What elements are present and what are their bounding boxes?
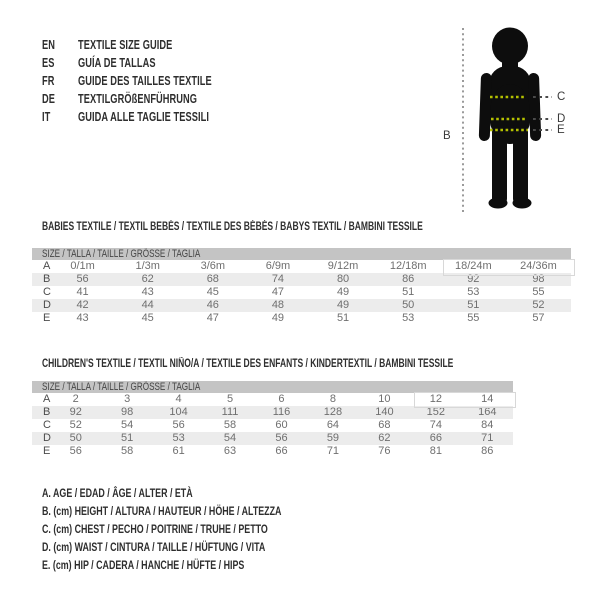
- size-cell: 56: [76, 273, 89, 285]
- child-silhouette: [479, 28, 542, 209]
- size-cell: 43: [141, 286, 154, 298]
- size-cell: 164: [478, 406, 497, 418]
- babies-table-body: [32, 260, 571, 325]
- language-row: [42, 54, 259, 72]
- figure-label-height: B: [443, 130, 451, 142]
- size-cell: 45: [206, 286, 219, 298]
- size-cell: 12/18m: [389, 260, 427, 272]
- size-cell: 59: [326, 432, 340, 444]
- row-label: E: [43, 445, 51, 457]
- language-code: IT: [42, 110, 51, 124]
- language-row: [42, 36, 259, 54]
- size-cell: 62: [378, 432, 391, 444]
- size-cell: 56: [69, 445, 82, 457]
- legend-row-text: C. (cm) CHEST / PECHO / POITRINE / TRUHE / PETTO: [42, 522, 268, 536]
- size-cell: 74: [429, 419, 442, 431]
- babies-table-header-text: SIZE / TALLA / TAILLE / GRÖSSE / TAGLIA: [42, 248, 201, 260]
- table-row-D: [32, 432, 513, 445]
- language-code: ES: [42, 56, 55, 70]
- legend-row-text: A. AGE / EDAD / ÂGE / ALTER / ETÀ: [42, 486, 193, 500]
- size-cell: 14: [481, 393, 494, 405]
- table-row-B: [32, 406, 513, 419]
- size-cell: 116: [272, 406, 291, 418]
- size-cell: 51: [121, 432, 134, 444]
- children-table-body: [32, 393, 513, 458]
- child-silhouette-graphic: [440, 10, 600, 220]
- size-cell: 45: [141, 312, 154, 324]
- size-cell: 52: [69, 419, 82, 431]
- legend-row: [42, 520, 366, 538]
- language-title: TEXTILE SIZE GUIDE: [78, 38, 173, 52]
- size-cell: 86: [402, 273, 415, 285]
- size-cell: 54: [121, 419, 134, 431]
- size-cell: 12: [429, 393, 442, 405]
- size-cell: 140: [375, 406, 394, 418]
- size-cell: 6: [278, 393, 285, 405]
- size-cell: 71: [481, 432, 494, 444]
- size-cell: 43: [76, 312, 89, 324]
- row-label: B: [43, 406, 51, 418]
- size-cell: 84: [481, 419, 494, 431]
- size-cell: 50: [69, 432, 82, 444]
- language-title: GUÍA DE TALLAS: [78, 56, 156, 70]
- language-title: GUIDA ALLE TAGLIE TESSILI: [78, 110, 210, 124]
- size-cell: 51: [402, 286, 415, 298]
- language-row: [42, 90, 259, 108]
- size-cell: 2: [72, 393, 79, 405]
- size-cell: 56: [172, 419, 185, 431]
- size-cell: 10: [378, 393, 391, 405]
- size-cell: 51: [467, 299, 480, 311]
- size-cell: 0/1m: [70, 260, 95, 272]
- babies-section-title: [42, 221, 557, 234]
- language-title: TEXTILGRÖßENFÜHRUNG: [78, 92, 198, 106]
- size-cell: 66: [429, 432, 442, 444]
- size-cell: 98: [532, 273, 545, 285]
- size-cell: 46: [206, 299, 219, 311]
- size-cell: 9/12m: [327, 260, 359, 272]
- size-cell: 92: [69, 406, 82, 418]
- size-cell: 66: [275, 445, 288, 457]
- size-cell: 47: [271, 286, 285, 298]
- legend-row-text: E. (cm) HIP / CADERA / HANCHE / HÜFTE / HIPS: [42, 558, 245, 572]
- size-cell: 48: [271, 299, 285, 311]
- table-row-C: [32, 419, 513, 432]
- babies-table-header: [32, 248, 571, 260]
- size-cell: 60: [275, 419, 288, 431]
- size-cell: 50: [402, 299, 415, 311]
- size-cell: 62: [141, 273, 154, 285]
- table-row-B: [32, 273, 571, 286]
- size-cell: 47: [206, 312, 219, 324]
- size-cell: 74: [271, 273, 285, 285]
- size-cell: 104: [169, 406, 188, 418]
- language-code: FR: [42, 74, 55, 88]
- figure-label-hip: E: [557, 124, 565, 136]
- size-cell: 55: [532, 286, 545, 298]
- size-cell: 81: [429, 445, 442, 457]
- size-cell: 49: [336, 286, 350, 298]
- size-cell: 53: [172, 432, 185, 444]
- children-table-header: [32, 381, 513, 393]
- size-cell: 8: [329, 393, 336, 405]
- size-cell: 52: [532, 299, 545, 311]
- size-cell: 49: [336, 299, 350, 311]
- size-cell: 80: [336, 273, 350, 285]
- children-section-title: [42, 358, 598, 371]
- measurement-figure: [440, 10, 600, 220]
- size-cell: 152: [426, 406, 445, 418]
- language-code: DE: [42, 92, 56, 106]
- size-cell: 71: [326, 445, 340, 457]
- size-cell: 128: [323, 406, 343, 418]
- size-cell: 3: [124, 393, 131, 405]
- legend-row: [42, 556, 366, 574]
- row-label: C: [43, 419, 51, 431]
- row-label: A: [43, 393, 51, 405]
- row-label: A: [43, 260, 51, 272]
- size-cell: 55: [467, 312, 480, 324]
- size-cell: 57: [532, 312, 545, 324]
- size-cell: 111: [221, 406, 239, 418]
- size-cell: 53: [467, 286, 480, 298]
- size-cell: 64: [326, 419, 340, 431]
- size-cell: 5: [226, 393, 234, 405]
- children-size-table: [32, 381, 513, 458]
- row-label: D: [43, 432, 51, 444]
- size-cell: 49: [271, 312, 285, 324]
- size-cell: 24/36m: [520, 260, 557, 272]
- size-cell: 4: [175, 393, 182, 405]
- size-cell: 58: [121, 445, 134, 457]
- size-cell: 98: [121, 406, 134, 418]
- size-cell: 68: [206, 273, 219, 285]
- legend-row: [42, 484, 366, 502]
- table-row-A: [32, 260, 571, 273]
- size-cell: 68: [378, 419, 391, 431]
- size-cell: 86: [481, 445, 494, 457]
- size-cell: 63: [223, 445, 237, 457]
- table-row-A: [32, 393, 513, 406]
- language-code: EN: [42, 38, 56, 52]
- size-cell: 56: [275, 432, 288, 444]
- children-section-title-text: CHILDREN'S TEXTILE / TEXTIL NIÑO/A / TEXTILE DES ENFANTS / KINDERTEXTIL / BAMBINI TESSILE: [42, 358, 454, 370]
- table-row-E: [32, 312, 571, 325]
- table-row-E: [32, 445, 513, 458]
- figure-label-chest: C: [557, 91, 566, 103]
- size-cell: 61: [172, 445, 185, 457]
- size-cell: 18/24m: [454, 260, 492, 272]
- legend-row: [42, 538, 366, 556]
- language-title-list: [42, 36, 259, 126]
- size-cell: 51: [336, 312, 350, 324]
- size-cell: 41: [76, 286, 89, 298]
- babies-size-table: [32, 248, 571, 325]
- row-label: E: [43, 312, 51, 324]
- language-title: GUIDE DES TAILLES TEXTILE: [78, 74, 212, 88]
- size-cell: 44: [141, 299, 154, 311]
- babies-section-title-text: BABIES TEXTILE / TEXTIL BEBÉS / TEXTILE DES BÉBÉS / BABYS TEXTIL / BAMBINI TESSILE: [42, 221, 423, 233]
- row-label: D: [43, 299, 51, 311]
- language-row: [42, 108, 259, 126]
- language-row: [42, 72, 259, 90]
- size-cell: 6/9m: [265, 260, 291, 272]
- table-row-C: [32, 286, 571, 299]
- size-cell: 3/6m: [200, 260, 226, 272]
- size-cell: 54: [223, 432, 237, 444]
- size-cell: 92: [467, 273, 480, 285]
- table-row-D: [32, 299, 571, 312]
- size-cell: 53: [402, 312, 415, 324]
- row-label: B: [43, 273, 51, 285]
- size-cell: 1/3m: [135, 260, 160, 272]
- size-cell: 76: [378, 445, 391, 457]
- legend-row: [42, 502, 366, 520]
- row-label: C: [43, 286, 51, 298]
- size-cell: 58: [223, 419, 237, 431]
- size-cell: 42: [76, 299, 89, 311]
- measurement-legend: [42, 484, 366, 574]
- children-table-header-text: SIZE / TALLA / TAILLE / GRÖSSE / TAGLIA: [42, 381, 201, 393]
- legend-row-text: B. (cm) HEIGHT / ALTURA / HAUTEUR / HÖHE / ALTEZZA: [42, 504, 282, 518]
- legend-row-text: D. (cm) WAIST / CINTURA / TAILLE / HÜFTUNG / VITA: [42, 540, 266, 554]
- figure-label-waist: D: [557, 113, 566, 125]
